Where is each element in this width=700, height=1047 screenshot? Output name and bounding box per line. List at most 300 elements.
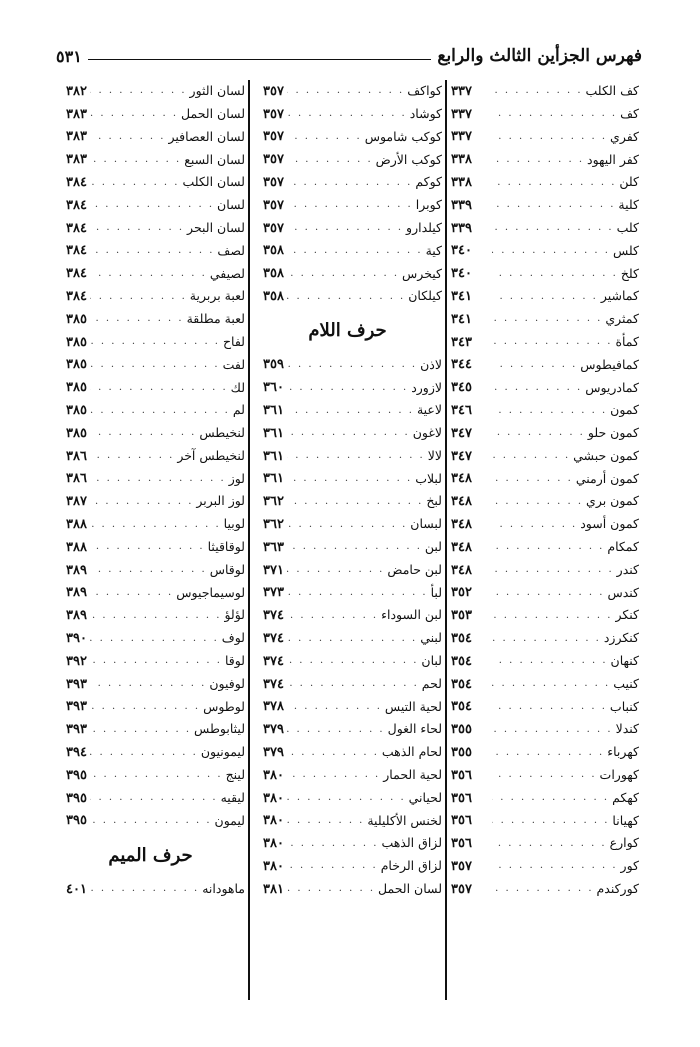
entry-page-number: ٣٨٤: [66, 243, 87, 259]
index-entry: [53, 422, 248, 445]
entry-page-number: ٣٩٣: [66, 722, 87, 738]
leader-dots: [90, 656, 222, 666]
index-entry: [447, 878, 642, 901]
index-entry: [53, 103, 248, 126]
entry-page-number: ٣٤٧: [451, 448, 472, 464]
entry-term: كوركندم: [596, 881, 639, 897]
entry-term: كمون حلو: [587, 425, 639, 441]
entry-page-number: ٣٨٢: [66, 83, 87, 99]
entry-page-number: ٣٨٨: [66, 539, 87, 555]
entry-page-number: ٣٦٢: [263, 494, 284, 510]
index-entry: [447, 490, 642, 513]
index-entry: [53, 126, 248, 149]
entry-page-number: ٣٩٢: [66, 653, 87, 669]
entry-term: لوفيون: [209, 675, 245, 691]
entry-page-number: ٣٥٨: [263, 266, 284, 282]
entry-term: لنخيطس آخر: [177, 447, 245, 463]
index-entry: [53, 718, 248, 741]
index-entry: [447, 445, 642, 468]
leader-dots: [492, 725, 613, 735]
index-entry: [250, 650, 445, 673]
index-entry: [250, 741, 445, 764]
leader-dots: [492, 816, 609, 826]
leader-dots: [90, 770, 223, 780]
entry-term: لسان البحر: [187, 219, 245, 235]
index-entry: [250, 194, 445, 217]
entry-term: كنهان: [610, 653, 639, 669]
entry-term: كندس: [607, 584, 639, 600]
leader-dots: [287, 360, 417, 370]
entry-page-number: ٣٥٨: [263, 243, 284, 259]
index-entry: [447, 832, 642, 855]
entry-term: لك: [230, 379, 245, 395]
entry-term: لسان السبع: [184, 151, 245, 167]
index-entry: [53, 513, 248, 536]
leader-dots: [90, 292, 187, 302]
entry-term: ليمونيون: [200, 744, 245, 760]
entry-page-number: ٣٣٩: [451, 197, 472, 213]
entry-term: كوكب شاموس: [364, 128, 442, 144]
leader-dots: [492, 337, 612, 347]
leader-dots: [90, 725, 191, 735]
index-entry: [250, 513, 445, 536]
entry-page-number: ٣٤٥: [451, 380, 472, 396]
leader-dots: [90, 337, 220, 347]
index-entry: [53, 240, 248, 263]
index-entry: [250, 878, 445, 901]
index-entry: [53, 354, 248, 377]
leader-dots: [90, 428, 196, 438]
entry-page-number: ٣٨٥: [66, 380, 87, 396]
entry-page-number: ٣٨٤: [66, 175, 87, 191]
index-entry: [250, 399, 445, 422]
leader-dots: [90, 406, 230, 416]
entry-page-number: ٣٧٣: [263, 585, 284, 601]
entry-term: لحياني: [408, 789, 442, 805]
leader-dots: [287, 839, 378, 849]
entry-page-number: ٣٩٠: [66, 631, 87, 647]
entry-page-number: ٣٨٥: [66, 311, 87, 327]
index-entry: [53, 582, 248, 605]
entry-page-number: ٣٨٩: [66, 585, 87, 601]
entry-term: لبن: [424, 539, 442, 555]
entry-page-number: ٣٨٠: [263, 767, 284, 783]
index-entry: [250, 627, 445, 650]
leader-dots: [287, 748, 379, 758]
leader-dots: [492, 155, 584, 165]
entry-term: ليمون: [214, 812, 245, 828]
index-columns: [56, 80, 642, 1000]
entry-page-number: ٣٦٠: [263, 380, 284, 396]
leader-dots: [492, 748, 604, 758]
entry-term: كهيانا: [612, 812, 639, 828]
index-entry: [447, 285, 642, 308]
entry-term: كلن: [619, 174, 639, 190]
entry-term: لبسان: [410, 516, 442, 532]
leader-dots: [90, 155, 181, 165]
index-entry: [447, 422, 642, 445]
entry-page-number: ٣٤٣: [451, 334, 472, 350]
entry-term: كمون بري: [586, 493, 639, 509]
entry-term: كهورات: [599, 767, 639, 783]
leader-dots: [492, 656, 608, 666]
entry-term: لحم: [421, 675, 442, 691]
leader-dots: [492, 406, 607, 416]
leader-dots: [90, 246, 214, 256]
entry-page-number: ٣٥٧: [451, 881, 472, 897]
leader-dots: [90, 383, 228, 393]
entry-page-number: ٣٨٠: [263, 858, 284, 874]
entry-page-number: ٣٤٨: [451, 494, 472, 510]
entry-term: كمكام: [607, 539, 639, 555]
entry-term: كلب: [616, 219, 639, 235]
leader-dots: [287, 770, 380, 780]
index-entry: [447, 696, 642, 719]
leader-dots: [90, 611, 221, 621]
entry-term: كلخ: [620, 265, 639, 281]
entry-term: كوكم: [415, 174, 442, 190]
entry-page-number: ٣٤١: [451, 289, 472, 305]
leader-dots: [287, 451, 425, 461]
index-entry: [447, 80, 642, 103]
leader-dots: [287, 702, 382, 712]
leader-dots: [90, 702, 200, 712]
entry-page-number: ٣٨٦: [66, 448, 87, 464]
leader-dots: [492, 178, 616, 188]
entry-term: لزاق الرخام: [380, 858, 442, 874]
entry-term: لوف: [221, 630, 245, 646]
entry-term: كندر: [616, 561, 639, 577]
entry-term: لؤلؤ: [224, 607, 245, 623]
entry-term: لبلاب: [415, 470, 442, 486]
leader-dots: [287, 223, 403, 233]
entry-page-number: ٣٧٤: [263, 631, 284, 647]
entry-term: لينج: [225, 767, 245, 783]
leader-dots: [492, 474, 573, 484]
entry-page-number: ٣٨٨: [66, 517, 87, 533]
leader-dots: [287, 292, 405, 302]
leader-dots: [287, 520, 407, 530]
entry-term: لصيفي: [209, 265, 245, 281]
entry-page-number: ٣٤٧: [451, 425, 472, 441]
entry-term: كهرباء: [607, 744, 639, 760]
entry-term: لبن السوداء: [381, 607, 442, 623]
index-entry: [53, 673, 248, 696]
entry-page-number: ٣٥٤: [451, 699, 472, 715]
leader-dots: [90, 474, 226, 484]
entry-term: لصف: [217, 242, 245, 258]
entry-page-number: ٣٨٠: [263, 813, 284, 829]
leader-dots: [287, 200, 413, 210]
index-column-3: [53, 80, 250, 1000]
index-entry: [250, 148, 445, 171]
index-entry: [447, 468, 642, 491]
index-entry: [53, 468, 248, 491]
leader-dots: [287, 656, 418, 666]
index-entry: [53, 559, 248, 582]
entry-term: كلية: [618, 197, 639, 213]
entry-page-number: ٣٤٤: [451, 357, 472, 373]
entry-page-number: ٣٤٨: [451, 471, 472, 487]
entry-page-number: ٣٤٦: [451, 403, 472, 419]
entry-page-number: ٣٣٨: [451, 175, 472, 191]
index-entry: [250, 376, 445, 399]
leader-dots: [492, 702, 607, 712]
entry-page-number: ٣٨٣: [66, 152, 87, 168]
index-entry: [53, 878, 248, 901]
index-entry: [447, 673, 642, 696]
leader-dots: [287, 178, 412, 188]
index-entry: [250, 696, 445, 719]
entry-term: كمأة: [615, 333, 639, 349]
leader-dots: [287, 132, 362, 142]
entry-term: كف الكلب: [585, 83, 639, 99]
index-entry: [447, 331, 642, 354]
leader-dots: [492, 588, 604, 598]
entry-term: ليثابوطس: [194, 721, 245, 737]
index-entry: [53, 445, 248, 468]
entry-page-number: ٣٨٧: [66, 494, 87, 510]
page-title: فهرس الجزأين الثالث والرابع: [437, 46, 642, 66]
index-entry: [53, 399, 248, 422]
entry-page-number: ٣٨٦: [66, 471, 87, 487]
index-entry: [250, 285, 445, 308]
index-entry: [250, 604, 445, 627]
entry-page-number: ٣٥٨: [263, 289, 284, 305]
leader-dots: [492, 839, 607, 849]
leader-dots: [287, 884, 375, 894]
index-entry: [250, 832, 445, 855]
index-column-2: [250, 80, 447, 1000]
entry-term: لم: [232, 402, 245, 418]
index-entry: [53, 764, 248, 787]
entry-term: لسان: [217, 197, 245, 213]
index-entry: [250, 810, 445, 833]
leader-dots: [90, 793, 218, 803]
leader-dots: [492, 770, 597, 780]
leader-dots: [90, 884, 199, 894]
leader-dots: [287, 383, 408, 393]
entry-page-number: ٣٧٤: [263, 608, 284, 624]
entry-page-number: ٣٥٥: [451, 722, 472, 738]
entry-page-number: ٣٥٢: [451, 585, 472, 601]
entry-term: كلس: [612, 242, 639, 258]
index-entry: [53, 331, 248, 354]
index-entry: [250, 171, 445, 194]
leader-dots: [492, 634, 601, 644]
entry-page-number: ٣٦١: [263, 471, 284, 487]
leader-dots: [492, 269, 618, 279]
entry-page-number: ٣٥٤: [451, 653, 472, 669]
entry-term: ليقيه: [220, 789, 245, 805]
leader-dots: [90, 86, 187, 96]
entry-page-number: ٣٦٣: [263, 539, 284, 555]
entry-page-number: ٣٨٤: [66, 289, 87, 305]
index-entry: [447, 376, 642, 399]
index-entry: [447, 194, 642, 217]
entry-page-number: ٣٥٧: [263, 152, 284, 168]
entry-term: لسان الكلب: [182, 174, 245, 190]
entry-page-number: ٣٥٤: [451, 631, 472, 647]
leader-dots: [287, 86, 404, 96]
entry-term: لسان العصافير: [168, 128, 245, 144]
leader-dots: [492, 861, 618, 871]
index-entry: [53, 604, 248, 627]
entry-term: لوبيا: [223, 516, 245, 532]
entry-term: كمافيطوس: [580, 356, 639, 372]
leader-dots: [90, 816, 212, 826]
leader-dots: [492, 246, 610, 256]
leader-dots: [492, 611, 612, 621]
entry-page-number: ٣٥٧: [263, 129, 284, 145]
leader-dots: [492, 428, 585, 438]
entry-term: لسان الثور: [189, 83, 245, 99]
index-entry: [250, 718, 445, 741]
entry-term: لازورد: [411, 379, 442, 395]
index-entry: [447, 262, 642, 285]
leader-dots: [287, 497, 423, 507]
index-entry: [447, 718, 642, 741]
index-entry: [53, 650, 248, 673]
entry-term: لسان الحمل: [181, 105, 245, 121]
leader-dots: [90, 679, 206, 689]
entry-term: كمون: [610, 402, 639, 418]
entry-page-number: ٣٣٧: [451, 129, 472, 145]
index-entry: [250, 240, 445, 263]
index-entry: [447, 604, 642, 627]
entry-page-number: ٣٦١: [263, 403, 284, 419]
index-entry: [447, 855, 642, 878]
entry-page-number: ٣٥٦: [451, 767, 472, 783]
leader-dots: [287, 155, 373, 165]
leader-dots: [90, 223, 184, 233]
index-column-1: [447, 80, 642, 1000]
index-entry: [447, 650, 642, 673]
entry-page-number: ٣٦١: [263, 448, 284, 464]
index-entry: [447, 627, 642, 650]
index-entry: [447, 103, 642, 126]
entry-term: لبأ: [430, 584, 442, 600]
entry-term: كمون أرمني: [575, 470, 639, 486]
leader-dots: [492, 292, 598, 302]
leader-dots: [492, 542, 604, 552]
index-entry: [447, 126, 642, 149]
leader-dots: [492, 360, 577, 370]
leader-dots: [90, 497, 193, 507]
entry-term: لوز: [228, 470, 245, 486]
index-entry: [53, 741, 248, 764]
entry-page-number: ٤٠١: [66, 881, 87, 897]
entry-page-number: ٣٩٣: [66, 699, 87, 715]
section-heading: حرف الميم: [108, 844, 193, 866]
leader-dots: [287, 428, 410, 438]
index-entry: [250, 103, 445, 126]
leader-dots: [287, 816, 364, 826]
leader-dots: [90, 748, 198, 758]
index-entry: [447, 810, 642, 833]
entry-term: لبخ: [426, 493, 442, 509]
index-entry: [250, 764, 445, 787]
entry-term: لفاح: [222, 333, 245, 349]
entry-page-number: ٣٨٤: [66, 197, 87, 213]
entry-page-number: ٣٨٠: [263, 790, 284, 806]
leader-dots: [492, 109, 617, 119]
index-entry: [250, 468, 445, 491]
entry-page-number: ٣٥٧: [263, 83, 284, 99]
index-entry: [447, 399, 642, 422]
entry-term: لوقا: [224, 653, 245, 669]
leader-dots: [287, 565, 384, 575]
entry-page-number: ٣٨٩: [66, 562, 87, 578]
index-entry: [447, 582, 642, 605]
entry-term: لحاء الغول: [387, 721, 442, 737]
entry-term: لالا: [427, 447, 442, 463]
leader-dots: [492, 451, 570, 461]
entry-term: لعبة بربرية: [189, 288, 245, 304]
entry-term: كمادريوس: [585, 379, 639, 395]
entry-term: لوسيماجيوس: [176, 584, 245, 600]
entry-term: كنكر: [615, 607, 639, 623]
index-entry: [250, 126, 445, 149]
entry-term: ماهودانه: [202, 881, 245, 897]
entry-page-number: ٣٧٤: [263, 676, 284, 692]
index-entry: [250, 559, 445, 582]
entry-term: لبان: [421, 653, 442, 669]
leader-dots: [90, 360, 220, 370]
entry-page-number: ٣٣٧: [451, 106, 472, 122]
leader-dots: [287, 634, 417, 644]
entry-page-number: ٣٥٦: [451, 836, 472, 852]
index-entry: [447, 787, 642, 810]
index-entry: [53, 536, 248, 559]
index-entry: [447, 536, 642, 559]
index-entry: [53, 262, 248, 285]
entry-term: لحية الحمار: [383, 767, 442, 783]
entry-page-number: ٣٥٧: [451, 858, 472, 874]
leader-dots: [287, 406, 414, 416]
entry-page-number: ٣٥٦: [451, 790, 472, 806]
entry-page-number: ٣٧١: [263, 562, 284, 578]
index-entry: [447, 240, 642, 263]
leader-dots: [287, 793, 406, 803]
index-entry: [53, 285, 248, 308]
leader-dots: [90, 542, 205, 552]
leader-dots: [90, 520, 221, 530]
entry-term: كفري: [610, 128, 639, 144]
leader-dots: [492, 884, 594, 894]
entry-page-number: ٣٧٩: [263, 745, 284, 760]
entry-page-number: ٣٣٨: [451, 152, 472, 168]
index-entry: [250, 536, 445, 559]
entry-term: لاذن: [420, 356, 442, 372]
entry-term: كوارع: [609, 835, 639, 851]
entry-term: لحام الذهب: [381, 744, 442, 760]
index-entry: [250, 855, 445, 878]
entry-page-number: ٣٨٩: [66, 608, 87, 624]
leader-dots: [287, 679, 419, 689]
leader-dots: [287, 611, 378, 621]
entry-page-number: ٣٦٢: [263, 517, 284, 533]
index-entry: [447, 354, 642, 377]
entry-page-number: ٣٩٥: [66, 813, 87, 829]
entry-page-number: ٣٤٨: [451, 517, 472, 533]
leader-dots: [90, 132, 165, 142]
index-entry: [53, 217, 248, 240]
entry-term: كيخرس: [402, 265, 442, 281]
index-entry: [250, 217, 445, 240]
index-entry: [53, 194, 248, 217]
entry-page-number: ٣٧٨: [263, 699, 284, 715]
